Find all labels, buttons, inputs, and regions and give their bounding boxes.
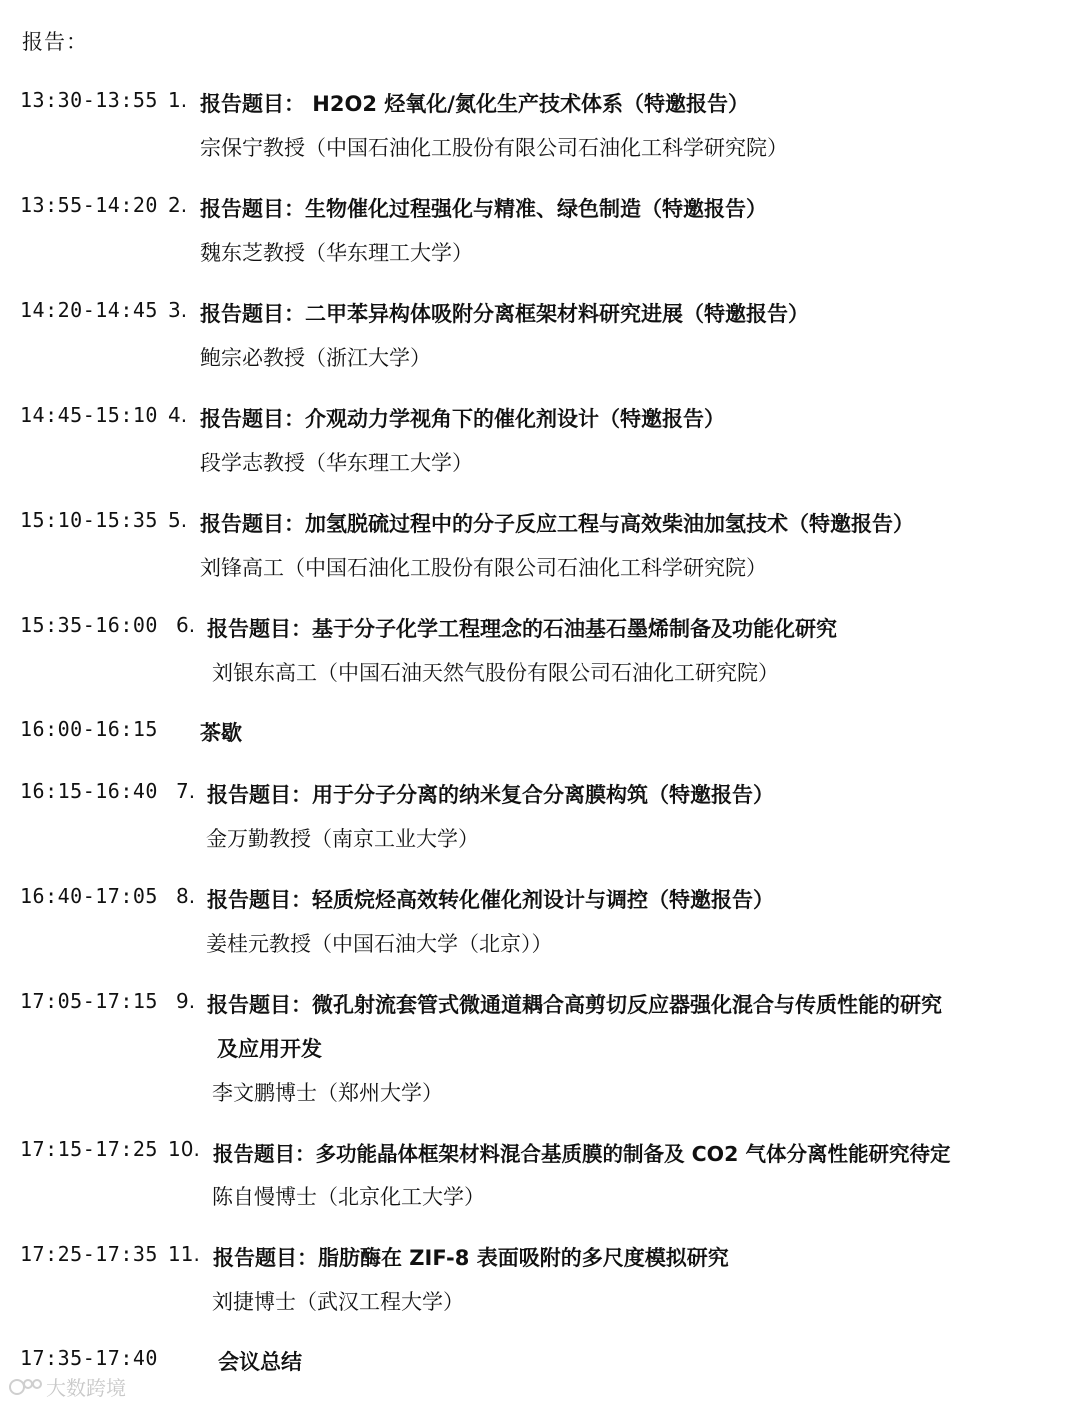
item-number: 2. [168,193,188,217]
break-label: 会议总结 [218,1350,302,1374]
report-title: 报告题目：二甲苯异构体吸附分离框架材料研究进展（特邀报告） [200,302,809,326]
speaker: 段学志教授（华东理工大学） [200,451,473,475]
time-slot: 16:00-16:15 [20,717,158,741]
item-number: 10. [168,1137,200,1161]
time-slot: 17:35-17:40 [20,1346,158,1370]
report-title: 报告题目：多功能晶体框架材料混合基质膜的制备及 CO2 气体分离性能研究待定 [213,1142,951,1166]
speaker: 魏东芝教授（华东理工大学） [200,241,473,265]
watermark-text: 大数跨境 [46,1376,126,1400]
agenda-item [0,884,1080,1004]
agenda-item [0,613,1080,733]
agenda-item [0,403,1080,523]
time-slot: 13:30-13:55 [20,88,158,112]
report-title: 报告题目：生物催化过程强化与精准、绿色制造（特邀报告） [200,197,767,221]
report-title: 报告题目： H2O2 烃氧化/氮化生产技术体系（特邀报告） [200,92,749,116]
time-slot: 17:15-17:25 [20,1137,158,1161]
report-title: 报告题目：微孔射流套管式微通道耦合高剪切反应器强化混合与传质性能的研究 [207,993,942,1017]
time-slot: 17:25-17:35 [20,1242,158,1266]
report-title: 报告题目：加氢脱硫过程中的分子反应工程与高效柴油加氢技术（特邀报告） [200,512,914,536]
speaker: 刘锋高工（中国石油化工股份有限公司石油化工科学研究院） [200,556,767,580]
item-number: 9. [176,989,196,1013]
item-number: 11. [168,1242,200,1266]
time-slot: 13:55-14:20 [20,193,158,217]
speaker: 刘银东高工（中国石油天然气股份有限公司石油化工研究院） [212,661,779,685]
watermark [8,1372,126,1401]
break-label: 茶歇 [200,721,242,745]
agenda-item [0,298,1080,418]
speaker: 刘捷博士（武汉工程大学） [212,1290,464,1314]
agenda-header: 报告： [22,30,88,54]
agenda-item [0,1137,1080,1257]
time-slot: 17:05-17:15 [20,989,158,1013]
speaker: 宗保宁教授（中国石油化工股份有限公司石油化工科学研究院） [200,136,788,160]
time-slot: 15:10-15:35 [20,508,158,532]
report-title: 报告题目：基于分子化学工程理念的石油基石墨烯制备及功能化研究 [207,617,837,641]
item-number: 7. [176,779,196,803]
agenda-item [0,193,1080,313]
agenda-item [0,779,1080,899]
agenda-item [0,508,1080,628]
item-number: 8. [176,884,196,908]
time-slot: 16:15-16:40 [20,779,158,803]
item-number: 3. [168,298,188,322]
speaker: 姜桂元教授（中国石油大学（北京）） [206,932,553,956]
break-item [0,1346,1080,1386]
report-title: 报告题目：用于分子分离的纳米复合分离膜构筑（特邀报告） [207,783,774,807]
item-number: 6. [176,613,196,637]
time-slot: 14:20-14:45 [20,298,158,322]
time-slot: 16:40-17:05 [20,884,158,908]
agenda-item [0,1242,1080,1362]
speaker: 陈自慢博士（北京化工大学） [212,1185,485,1209]
speaker: 鲍宗必教授（浙江大学） [200,346,431,370]
item-number: 4. [168,403,188,427]
agenda-item [0,989,1080,1139]
item-number: 1. [168,88,188,112]
report-title-continued: 及应用开发 [217,1037,322,1061]
report-title: 报告题目：轻质烷烃高效转化催化剂设计与调控（特邀报告） [207,888,774,912]
brand-logo-icon [8,1376,42,1398]
agenda-item [0,88,1080,208]
speaker: 李文鹏博士（郑州大学） [212,1081,443,1105]
report-title: 报告题目：脂肪酶在 ZIF-8 表面吸附的多尺度模拟研究 [213,1246,729,1270]
time-slot: 14:45-15:10 [20,403,158,427]
time-slot: 15:35-16:00 [20,613,158,637]
speaker: 金万勤教授（南京工业大学） [206,827,479,851]
report-title: 报告题目：介观动力学视角下的催化剂设计（特邀报告） [200,407,725,431]
item-number: 5. [168,508,188,532]
